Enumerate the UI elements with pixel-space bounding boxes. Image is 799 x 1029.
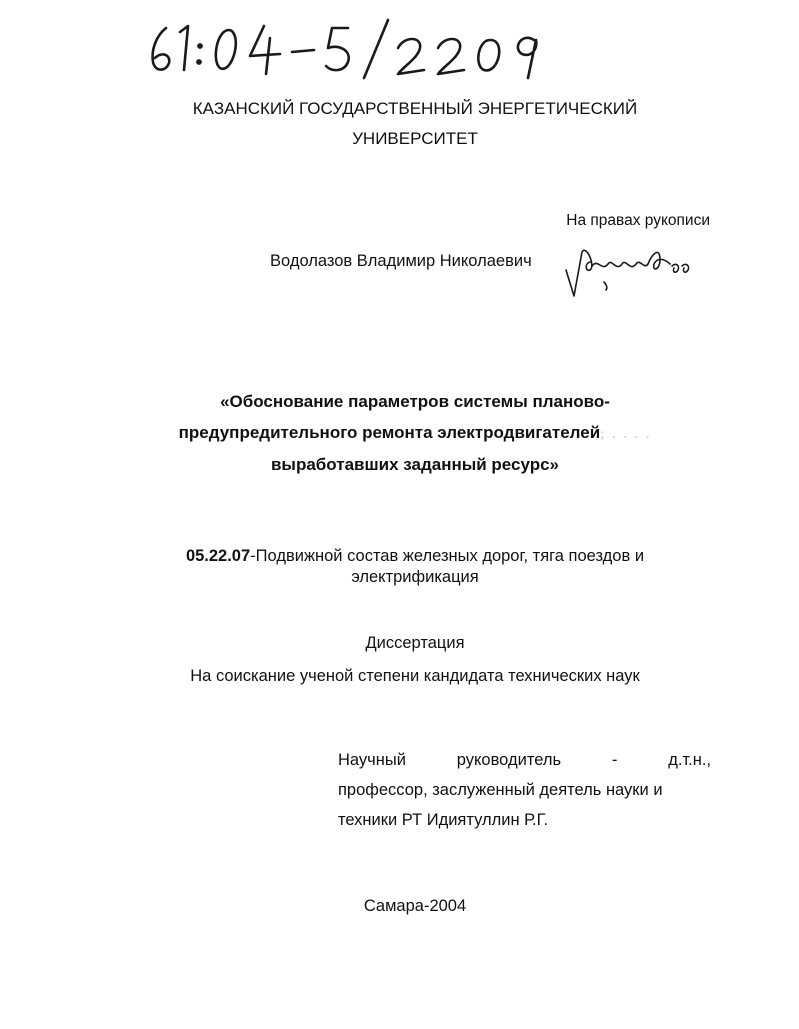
specialty-line-2: электрификация bbox=[351, 568, 479, 586]
university-line-2: УНИВЕРСИТЕТ bbox=[352, 129, 478, 148]
specialty-code: 05.22.07 bbox=[185, 547, 251, 565]
specialty-line-1 bbox=[130, 546, 700, 567]
advisor-line-2: профессор, заслуженный деятель науки и bbox=[338, 781, 663, 799]
title-line-3: выработавших заданный ресурс» bbox=[270, 455, 560, 474]
title-line-2-text: предупредительного ремонта электродвигателей bbox=[178, 423, 601, 442]
place-and-year: Самара-2004 bbox=[363, 897, 467, 915]
signature-image bbox=[560, 236, 710, 307]
advisor-word-2: руководитель bbox=[456, 751, 562, 769]
specialty-text: -Подвижной состав железных дорог, тяга поездов и bbox=[250, 547, 645, 565]
bleed-through-marks: ; . . . . bbox=[600, 426, 652, 441]
university-name bbox=[150, 94, 680, 154]
advisor-line-3: техники РТ Идиятуллин Р.Г. bbox=[338, 811, 549, 829]
author-name: Водолазов Владимир Николаевич bbox=[270, 252, 532, 270]
scientific-advisor bbox=[338, 745, 711, 835]
university-line-1: КАЗАНСКИЙ ГОСУДАРСТВЕННЫЙ ЭНЕРГЕТИЧЕСКИЙ bbox=[192, 99, 638, 118]
advisor-word-1: Научный bbox=[338, 751, 406, 769]
degree-statement: На соискание ученой степени кандидата технических наук bbox=[190, 667, 640, 685]
handwritten-registry-number bbox=[142, 18, 582, 85]
specialty bbox=[130, 546, 700, 588]
dissertation-title bbox=[120, 386, 710, 480]
manuscript-note: На правах рукописи bbox=[566, 212, 710, 229]
title-line-1: «Обоснование параметров системы планово- bbox=[220, 392, 610, 411]
advisor-word-4: д.т.н., bbox=[668, 751, 711, 769]
advisor-word-3: - bbox=[611, 751, 618, 769]
document-type: Диссертация bbox=[365, 634, 465, 652]
title-line-2 bbox=[120, 417, 710, 449]
advisor-line-1 bbox=[338, 745, 711, 775]
